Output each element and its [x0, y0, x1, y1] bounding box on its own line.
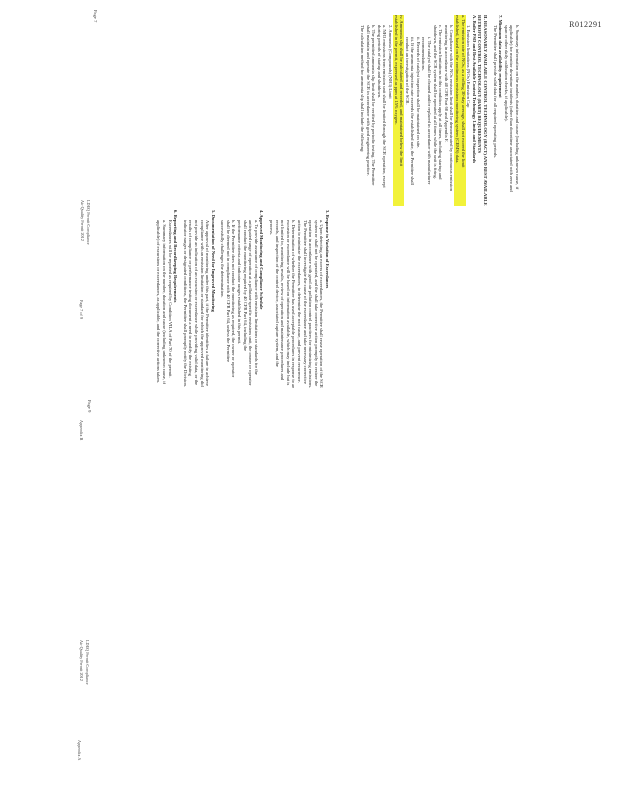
left_page-text-line: b. If the Permittee does not conduct the monitoring as required, the owner or operator	[231, 220, 237, 378]
left_page-section-heading: 3. Response to Variation of Exceedances	[325, 210, 330, 289]
right_page-text-line: shall maintain and operate the SCR in accordance with good engineering practice.	[365, 25, 371, 176]
right_page-text-line: recommendations.	[421, 37, 427, 71]
right_page-highlighted-line: iv. Ammonia slip shall be calculated and recorded, and maintained below the limit	[399, 15, 405, 206]
left_page-text-line: anticipated range of operation at a pollutant-specific emissions unit, the owner or operator	[248, 220, 254, 386]
left_page-text-line: results of compliance or performance testing document a need to modify the existing	[188, 220, 194, 376]
left_page-text-line: process.	[269, 220, 275, 235]
left-page-footer	[79, 640, 90, 685]
right-page-body	[359, 15, 520, 206]
document-id: R012291	[569, 20, 602, 29]
right_page-text-line: b. The permitted ammonia slip limit shall be verified by periodic testing. The Permittee	[371, 25, 377, 186]
left-page-label: Page 9	[87, 400, 92, 413]
right_page-highlighted-line: established in the permit, expressed as ppm at 15% oxygen.	[393, 15, 399, 206]
right-page-footer-mid: Page 7 of 9	[79, 300, 84, 319]
right_page-section-heading: A. Boiler PSD and Best Available Control Technology Limits and Standards	[471, 15, 477, 164]
right_page-text-line: a. NH3 emissions from emission unit shall be limited through the SCR operation, except	[382, 25, 388, 188]
right_page-section-heading: RETROFIT CONTROL TECHNOLOGY (BART) REQUIREMENTS	[477, 15, 483, 154]
right_page-text-line: b. Summary information on the number, duration and cause (including unknown cause, if	[515, 25, 520, 190]
right_page-text-line: conduct an investigation of the SCR.	[404, 37, 410, 105]
left_page-text-line: not limited to, monitoring results, review of operation and maintenance procedures and	[280, 220, 286, 381]
right_page-text-line: ii. Records of catalyst inspection shall be maintained on site.	[415, 37, 421, 149]
left_page-footer-line: Air Quality Permit 2012	[79, 640, 85, 681]
left_page-text-line: b. Determination of whether the Permittee has used acceptable procedures in response to an	[291, 220, 297, 389]
left_page-text-line: a. Upon detecting an excess of exceedances, the Permittee shall cease operation of the SCR	[319, 220, 325, 388]
right_page-section-heading: II. REASONABLY AVAILABLE CONTROL TECHNOLOGY (RACT) AND BEST AVAILABLE	[483, 15, 489, 206]
left-page-footer-right: Appendix A	[77, 740, 82, 761]
left_page-text-line: compliance with an emission limitation or standard for which the approved monitoring did	[199, 220, 205, 387]
right_page-footer-line: LDEQ Permit Compliance	[86, 200, 91, 245]
left_page-text-line: excursion or exceedance will be based on information available, which may include but is	[285, 220, 291, 386]
left_page-section-heading: 6. Reporting and Recordkeeping Requirements	[173, 210, 179, 303]
left_page-text-line: The Permittee shall investigate the cause of the exceedance and take necessary corrective	[302, 220, 308, 385]
left_page-text-line: successfully challenges the determination.	[220, 220, 226, 298]
left-page-body	[156, 210, 330, 388]
right_page-text-line: iii. If the ammonia injection rate exceeds the established rate, the Permittee shall	[410, 37, 416, 185]
right_page-text-line: The calculation method for ammonia slip shall include the following:	[359, 25, 365, 153]
right_page-text-line: during periods of startup and shutdown.	[376, 25, 382, 99]
right_page-highlighted-line: established, based on the continuous emissions monitoring system (CEMS) data.	[454, 15, 460, 206]
right-page-label: Page 7	[93, 10, 98, 23]
left_page-section-heading: 4. Approved Monitoring and Compliance Schedule	[259, 210, 265, 310]
right-page-footer-right: Appendix B	[79, 420, 84, 441]
left_page-text-line: applicable) of excursions or exceedances, as applicable, and the corrective actions taken.	[156, 220, 162, 384]
left_page-footer-line: LDEQ Permit Compliance	[85, 640, 90, 685]
right_page-text-line: c. The emission limitations in this condition apply at all times, including startup and	[438, 25, 444, 180]
left_page-section-heading: 5. Documentation of Need for Improved Monitoring	[210, 210, 216, 312]
left_page-text-line	[264, 210, 268, 388]
left_page-text-line: action to minimize the exceedances, to determine the root cause, and prevent recurrence.	[297, 220, 303, 383]
right_page-text-line: The Permittee shall provide valid data for all required operating periods.	[492, 25, 498, 159]
right_page-text-line: b. Compliance with the NOx emission limit shall be demonstrated by continuous emission	[449, 25, 455, 191]
left_page-text-line: performance criteria and indicator ranges established in this permit.	[237, 220, 243, 345]
left_page-text-line: shall be deemed not in compliance with 40 CFR Part 64, unless the Permittee	[225, 220, 231, 363]
right_page-footer-line: Air Quality Permit 2012	[80, 200, 86, 241]
right-page-footer	[80, 200, 91, 245]
left_page-text-line: records, and inspection of the control device, associated capture system, and the	[274, 220, 280, 367]
left_page-text-line: a. Summary information on the number, duration and cause (including unknown cause, if	[161, 220, 167, 385]
right_page-text-line: 2. Ammonia (Compounds) (NH3) Limit	[387, 25, 393, 99]
left_page-text-line: After approval of monitoring under this part, if the Permittee identifies a failure to achieve	[205, 220, 211, 387]
right_page-text-line: monitoring in accordance with 40 CFR Part 60 and Appendix F.	[443, 25, 449, 143]
right_page-text-line: shutdown, and the SCR system shall be operated at all times while the unit is firing.	[432, 25, 438, 179]
right_page-text-line: span or other daily calibration checks, if applicable).	[503, 25, 509, 122]
right_page-highlighted-line: a. The emission rate of NOx, as a rolling 30-day average, shall not exceed the limit	[460, 15, 466, 206]
left_page-text-line: indicator ranges or designated conditions, the Permittee shall promptly notify the Division.	[182, 220, 188, 388]
left_page-text-line: system or shall not be operated, and the shall take corrective action promptly to restore the	[313, 220, 319, 387]
left_page-text-line: Exceedances will be reported as required by Condition VII.A of Part 70 of the permit.	[167, 220, 173, 378]
left_page-text-line: shall conduct the monitoring required by 40 CFR Part 64, including the	[242, 220, 248, 352]
left_page-text-line: a. To provide assurance of compliance with emission limitations or standards for the	[253, 220, 259, 375]
right_page-section-heading: 7. Minimum data availability requirement	[498, 15, 504, 98]
right_page-text-line: i. The catalyst shall be cleaned and/or replaced in accordance with manufacturer	[427, 37, 433, 185]
left_page-text-line: operation in accordance with good air pollution control practices for minimizing emissions.	[308, 220, 314, 389]
left_page-text-line: not provide an indication of an excursion or exceedance while providing valid data, or the	[193, 220, 199, 386]
right_page-text-line: applicable) for monitor downtime incidents (other than downtime associated with zero and	[509, 25, 515, 192]
right_page-text-line: 1. Emission limitations (NOx) Emission Cap	[466, 25, 472, 108]
